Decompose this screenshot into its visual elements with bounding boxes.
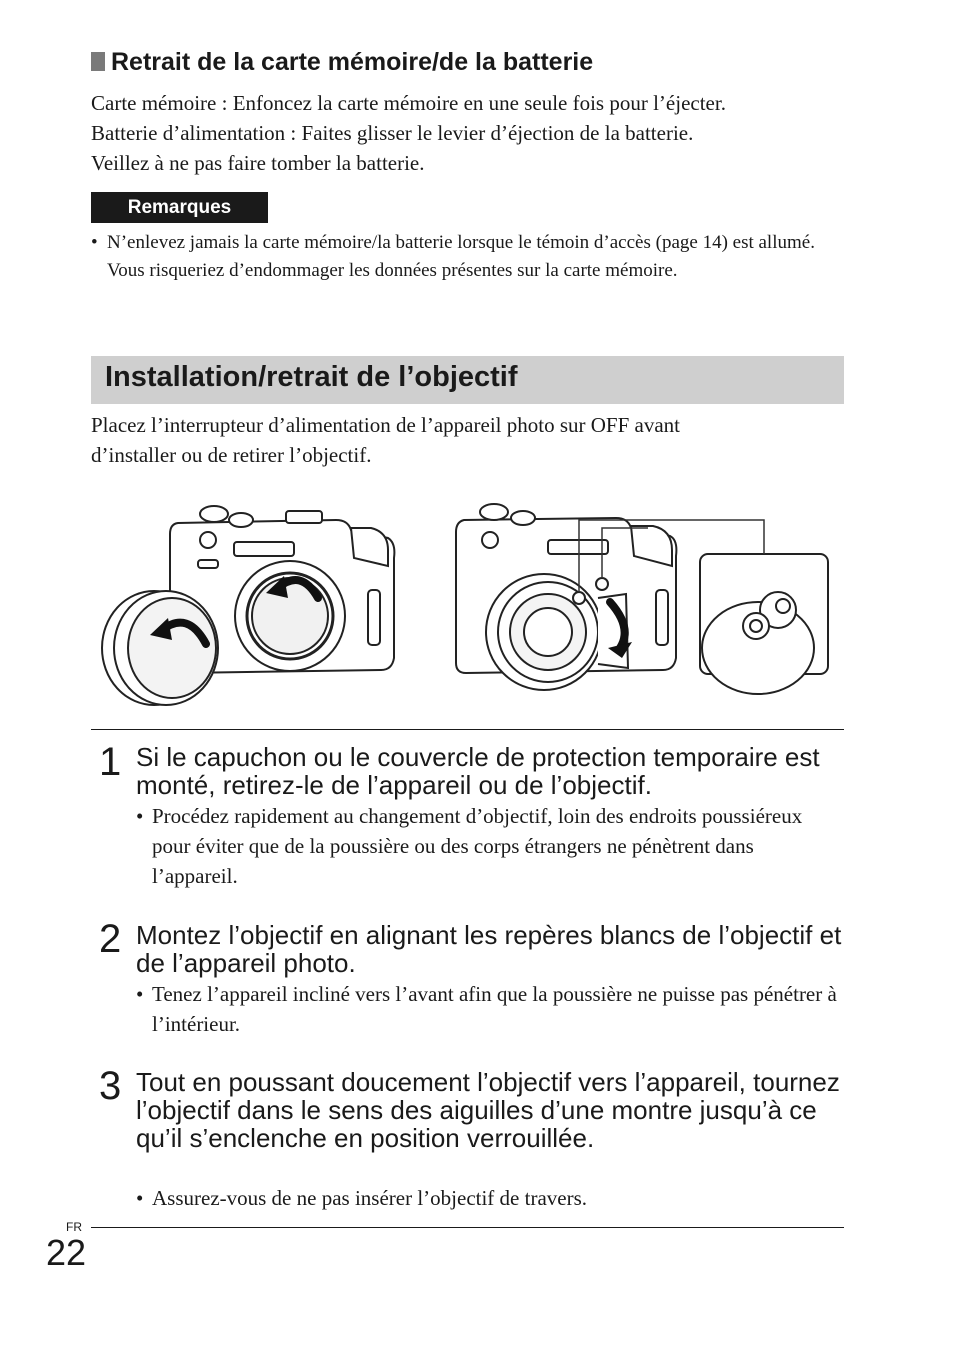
body-line: Veillez à ne pas faire tomber la batterie. [91,151,425,175]
page-number: 22 [46,1232,87,1273]
footer-divider [91,1227,844,1228]
section-title-lens: Installation/retrait de l’objectif [105,361,518,393]
bullet-icon: • [136,804,144,828]
bullet-icon: • [136,982,144,1006]
camera-caps-illustration [96,498,396,713]
step-heading: Tout en poussant doucement l’objectif vers l’appareil, tournez l’objectif dans le sens des aiguilles d’une montre jusqu’à ce qu’il s’enclenche en position verrouillée. [136,1067,840,1153]
remark-text: N’enlevez jamais la carte mémoire/la batterie lorsque le témoin d’accès (page 14) est allumé. Vous risqueriez d’endommager les données présentes sur la carte mémoire. [107,232,815,281]
bullet-icon: • [91,232,98,253]
section-title-text: Retrait de la carte mémoire/de la batterie [111,48,594,76]
section2-intro [91,410,680,470]
step-heading: Montez l’objectif en alignant les repères blancs de l’objectif et de l’appareil photo. [136,920,842,978]
step-bullet-text: Procédez rapidement au changement d’objectif, loin des endroits poussiéreux pour éviter que de la poussière ou des corps étrangers ne pénètrent dans l’appareil. [152,804,803,888]
step-bullet [136,1183,836,1213]
step-bullet [136,801,836,891]
body-line: d’installer ou de retirer l’objectif. [91,443,372,467]
step-bullet-text: Tenez l’appareil incliné vers l’avant afin que la poussière ne puisse pas pénétrer à l’intérieur. [152,982,837,1036]
step-bullet [136,979,846,1039]
step-number: 1 [99,740,122,784]
bullet-icon: • [136,1186,144,1210]
divider [91,729,844,730]
remark-note [91,229,851,285]
step-number: 3 [99,1064,122,1108]
language-code: FR [66,1220,82,1234]
step-bullet-text: Assurez-vous de ne pas insérer l’objectif de travers. [152,1186,588,1210]
body-line: Batterie d’alimentation : Faites glisser le levier d’éjection de la batterie. [91,121,694,145]
section-marker-icon [91,52,105,71]
body-line: Placez l’interrupteur d’alimentation de l’appareil photo sur OFF avant [91,413,680,437]
body-line: Carte mémoire : Enfoncez la carte mémoire en une seule fois pour l’éjecter. [91,91,726,115]
illustration-remove-caps [96,498,396,713]
section1-body [91,88,726,178]
illustration-attach-lens [448,498,834,713]
section-header-bar [91,356,844,404]
step-number: 2 [99,917,122,961]
camera-lens-illustration [448,498,834,713]
step-heading: Si le capuchon ou le couvercle de protection temporaire est monté, retirez-le de l’appareil ou de l’objectif. [136,742,820,800]
remarks-badge: Remarques [91,192,268,223]
section-title-card-battery [91,48,593,77]
